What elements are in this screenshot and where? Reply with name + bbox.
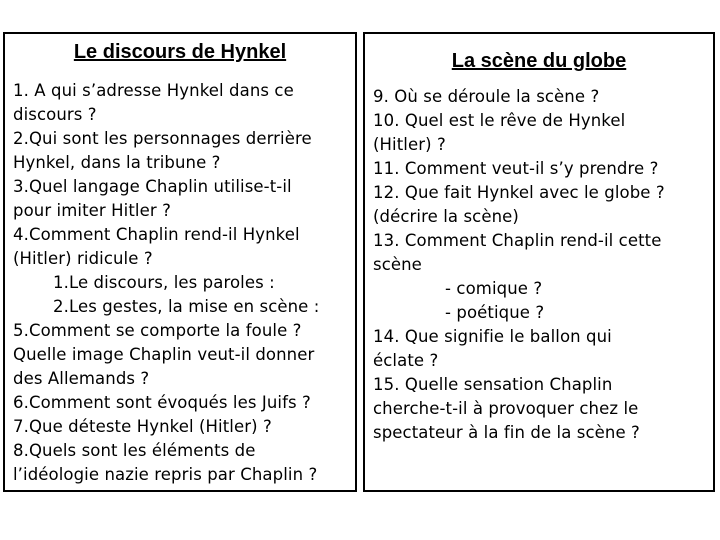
question-line: 2.Qui sont les personnages derrière [13,129,312,148]
question-line: 11. Comment veut-il s’y prendre ? [373,159,659,178]
question-line: 6.Comment sont évoqués les Juifs ? [13,393,311,412]
left-question-list [13,79,351,487]
sub-question-line: 1.Le discours, les paroles : [53,273,275,292]
question-line: des Allemands ? [13,369,150,388]
question-line: (Hitler) ridicule ? [13,249,153,268]
left-panel-title: Le discours de Hynkel [73,41,287,63]
right-panel-title: La scène du globe [451,50,627,72]
question-line: 4.Comment Chaplin rend-il Hynkel [13,225,300,244]
question-line: 7.Que déteste Hynkel (Hitler) ? [13,417,272,436]
question-line: (décrire la scène) [373,207,519,226]
question-line: 12. Que fait Hynkel avec le globe ? [373,183,665,202]
question-line: spectateur à la fin de la scène ? [373,423,640,442]
question-line: 5.Comment se comporte la foule ? [13,321,302,340]
question-line: 9. Où se déroule la scène ? [373,87,600,106]
question-line: l’idéologie nazie repris par Chaplin ? [13,465,318,484]
question-line: 14. Que signifie le ballon qui [373,327,612,346]
question-line: 8.Quels sont les éléments de [13,441,256,460]
sub-question-line: - comique ? [445,279,543,298]
question-line: (Hitler) ? [373,135,446,154]
question-line: cherche-t-il à provoquer chez le [373,399,639,418]
question-line: Quelle image Chaplin veut-il donner [13,345,315,364]
question-line: 15. Quelle sensation Chaplin [373,375,613,394]
question-line: 10. Quel est le rêve de Hynkel [373,111,626,130]
question-line: discours ? [13,105,97,124]
question-line: éclate ? [373,351,439,370]
question-line: 3.Quel langage Chaplin utilise-t-il [13,177,292,196]
sub-question-line: - poétique ? [445,303,545,322]
right-question-panel [363,32,715,492]
sub-question-line: 2.Les gestes, la mise en scène : [53,297,320,316]
question-line: scène [373,255,422,274]
question-line: pour imiter Hitler ? [13,201,171,220]
right-question-list [373,85,709,445]
question-line: Hynkel, dans la tribune ? [13,153,221,172]
left-question-panel [3,32,357,492]
question-line: 13. Comment Chaplin rend-il cette [373,231,662,250]
question-line: 1. A qui s’adresse Hynkel dans ce [13,81,294,100]
